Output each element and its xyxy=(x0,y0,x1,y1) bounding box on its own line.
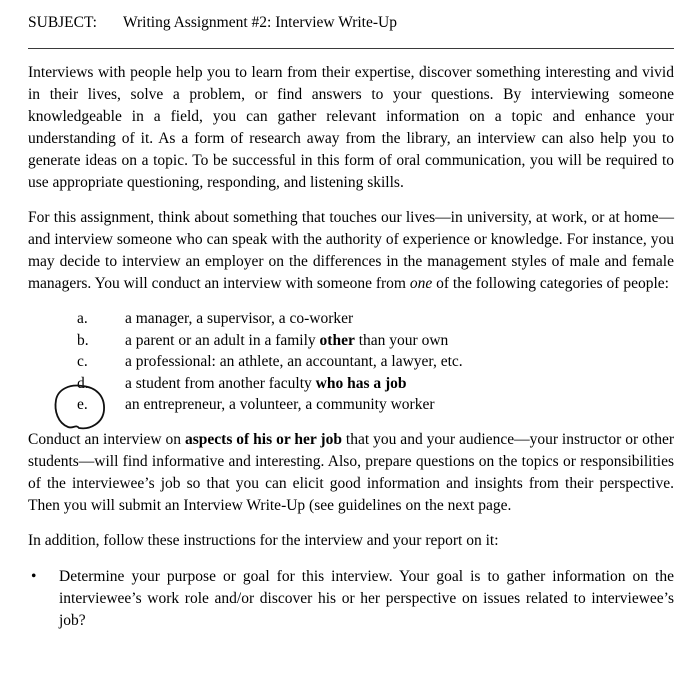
paragraph-conduct-post: that you and your audience—your instructor or other students—will find informative and interesting. Also, prepare questions on the topics or responsibilities of the interviewee’s job so that you can elicit good information and insights from their perspective. Then you will submit an Interview Write-Up (see guidelines on the next page. xyxy=(28,430,674,514)
list-text-c-pre: a professional: an athlete, an accountant, a lawyer, etc. xyxy=(125,353,463,370)
paragraph-conduct-bold: aspects of his or her job xyxy=(185,430,342,448)
paragraph-conduct xyxy=(28,429,674,517)
subject-line xyxy=(28,14,674,32)
list-text-b xyxy=(125,330,674,352)
paragraph-assignment-pre: For this assignment, think about something that touches our lives—in university, at work, or at home—and interview someone who can speak with the authority of experience or knowledge. For instance, you may decide to interview an employer on the differences in the management styles of male and female managers. You will conduct an interview with someone from xyxy=(28,209,674,292)
list-letter-a: a. xyxy=(77,310,88,327)
paragraph-assignment xyxy=(28,207,674,295)
paragraph-intro: Interviews with people help you to learn from their expertise, discover something interesting and vivid in their lives, solve a problem, or find answers to your questions. By interviewing someone knowledgeable in a field, you can gather relevant information on a topic and enhance your understanding of it. As a form of research away from the library, an interview can also help you to generate ideas on a topic. To be successful in this form of oral communication, you will be required to use appropriate questioning, responding, and listening skills. xyxy=(28,64,674,191)
list-text-b-pre: a parent or an adult in a family xyxy=(125,331,320,349)
list-letter-d: d. xyxy=(77,374,89,392)
bullet-text: Determine your purpose or goal for this interview. Your goal is to gather information on the interviewee’s work role and/or discover his or her perspective on issues related to interviewee’s job? xyxy=(59,567,674,629)
list-text-d xyxy=(125,373,674,395)
paragraph-conduct-pre: Conduct an interview on xyxy=(28,430,185,448)
list-text-a xyxy=(125,308,674,330)
list-letter-c: c. xyxy=(77,353,88,370)
list-letter-e: e. xyxy=(77,396,88,413)
list-item-b xyxy=(28,330,674,352)
list-item-d xyxy=(28,373,674,395)
list-text-c xyxy=(125,351,674,373)
list-text-a-pre: a manager, a supervisor, a co-worker xyxy=(125,310,354,327)
horizontal-rule xyxy=(28,48,674,49)
paragraph-assignment-post: of the following categories of people: xyxy=(432,275,669,292)
list-text-b-bold: other xyxy=(319,331,355,349)
bullet-item xyxy=(28,566,674,632)
list-text-d-pre: a student from another faculty xyxy=(125,374,316,392)
category-list xyxy=(28,308,674,416)
assignment-title: Writing Assignment #2: Interview Write-Up xyxy=(123,14,397,31)
list-letter-b: b. xyxy=(77,331,89,349)
list-text-e-pre: an entrepreneur, a volunteer, a community worker xyxy=(125,396,435,413)
bullet-marker: • xyxy=(31,567,37,585)
italic-word-one: one xyxy=(409,275,433,292)
list-item-a xyxy=(28,308,674,330)
paragraph-instructions-intro: In addition, follow these instructions for the interview and your report on it: xyxy=(28,531,499,549)
list-text-b-post: than your own xyxy=(354,331,449,349)
list-item-e xyxy=(28,394,674,416)
list-text-e xyxy=(125,394,674,416)
subject-label: SUBJECT: xyxy=(28,14,97,31)
list-item-c xyxy=(28,351,674,373)
list-text-d-bold: who has a job xyxy=(315,374,407,392)
